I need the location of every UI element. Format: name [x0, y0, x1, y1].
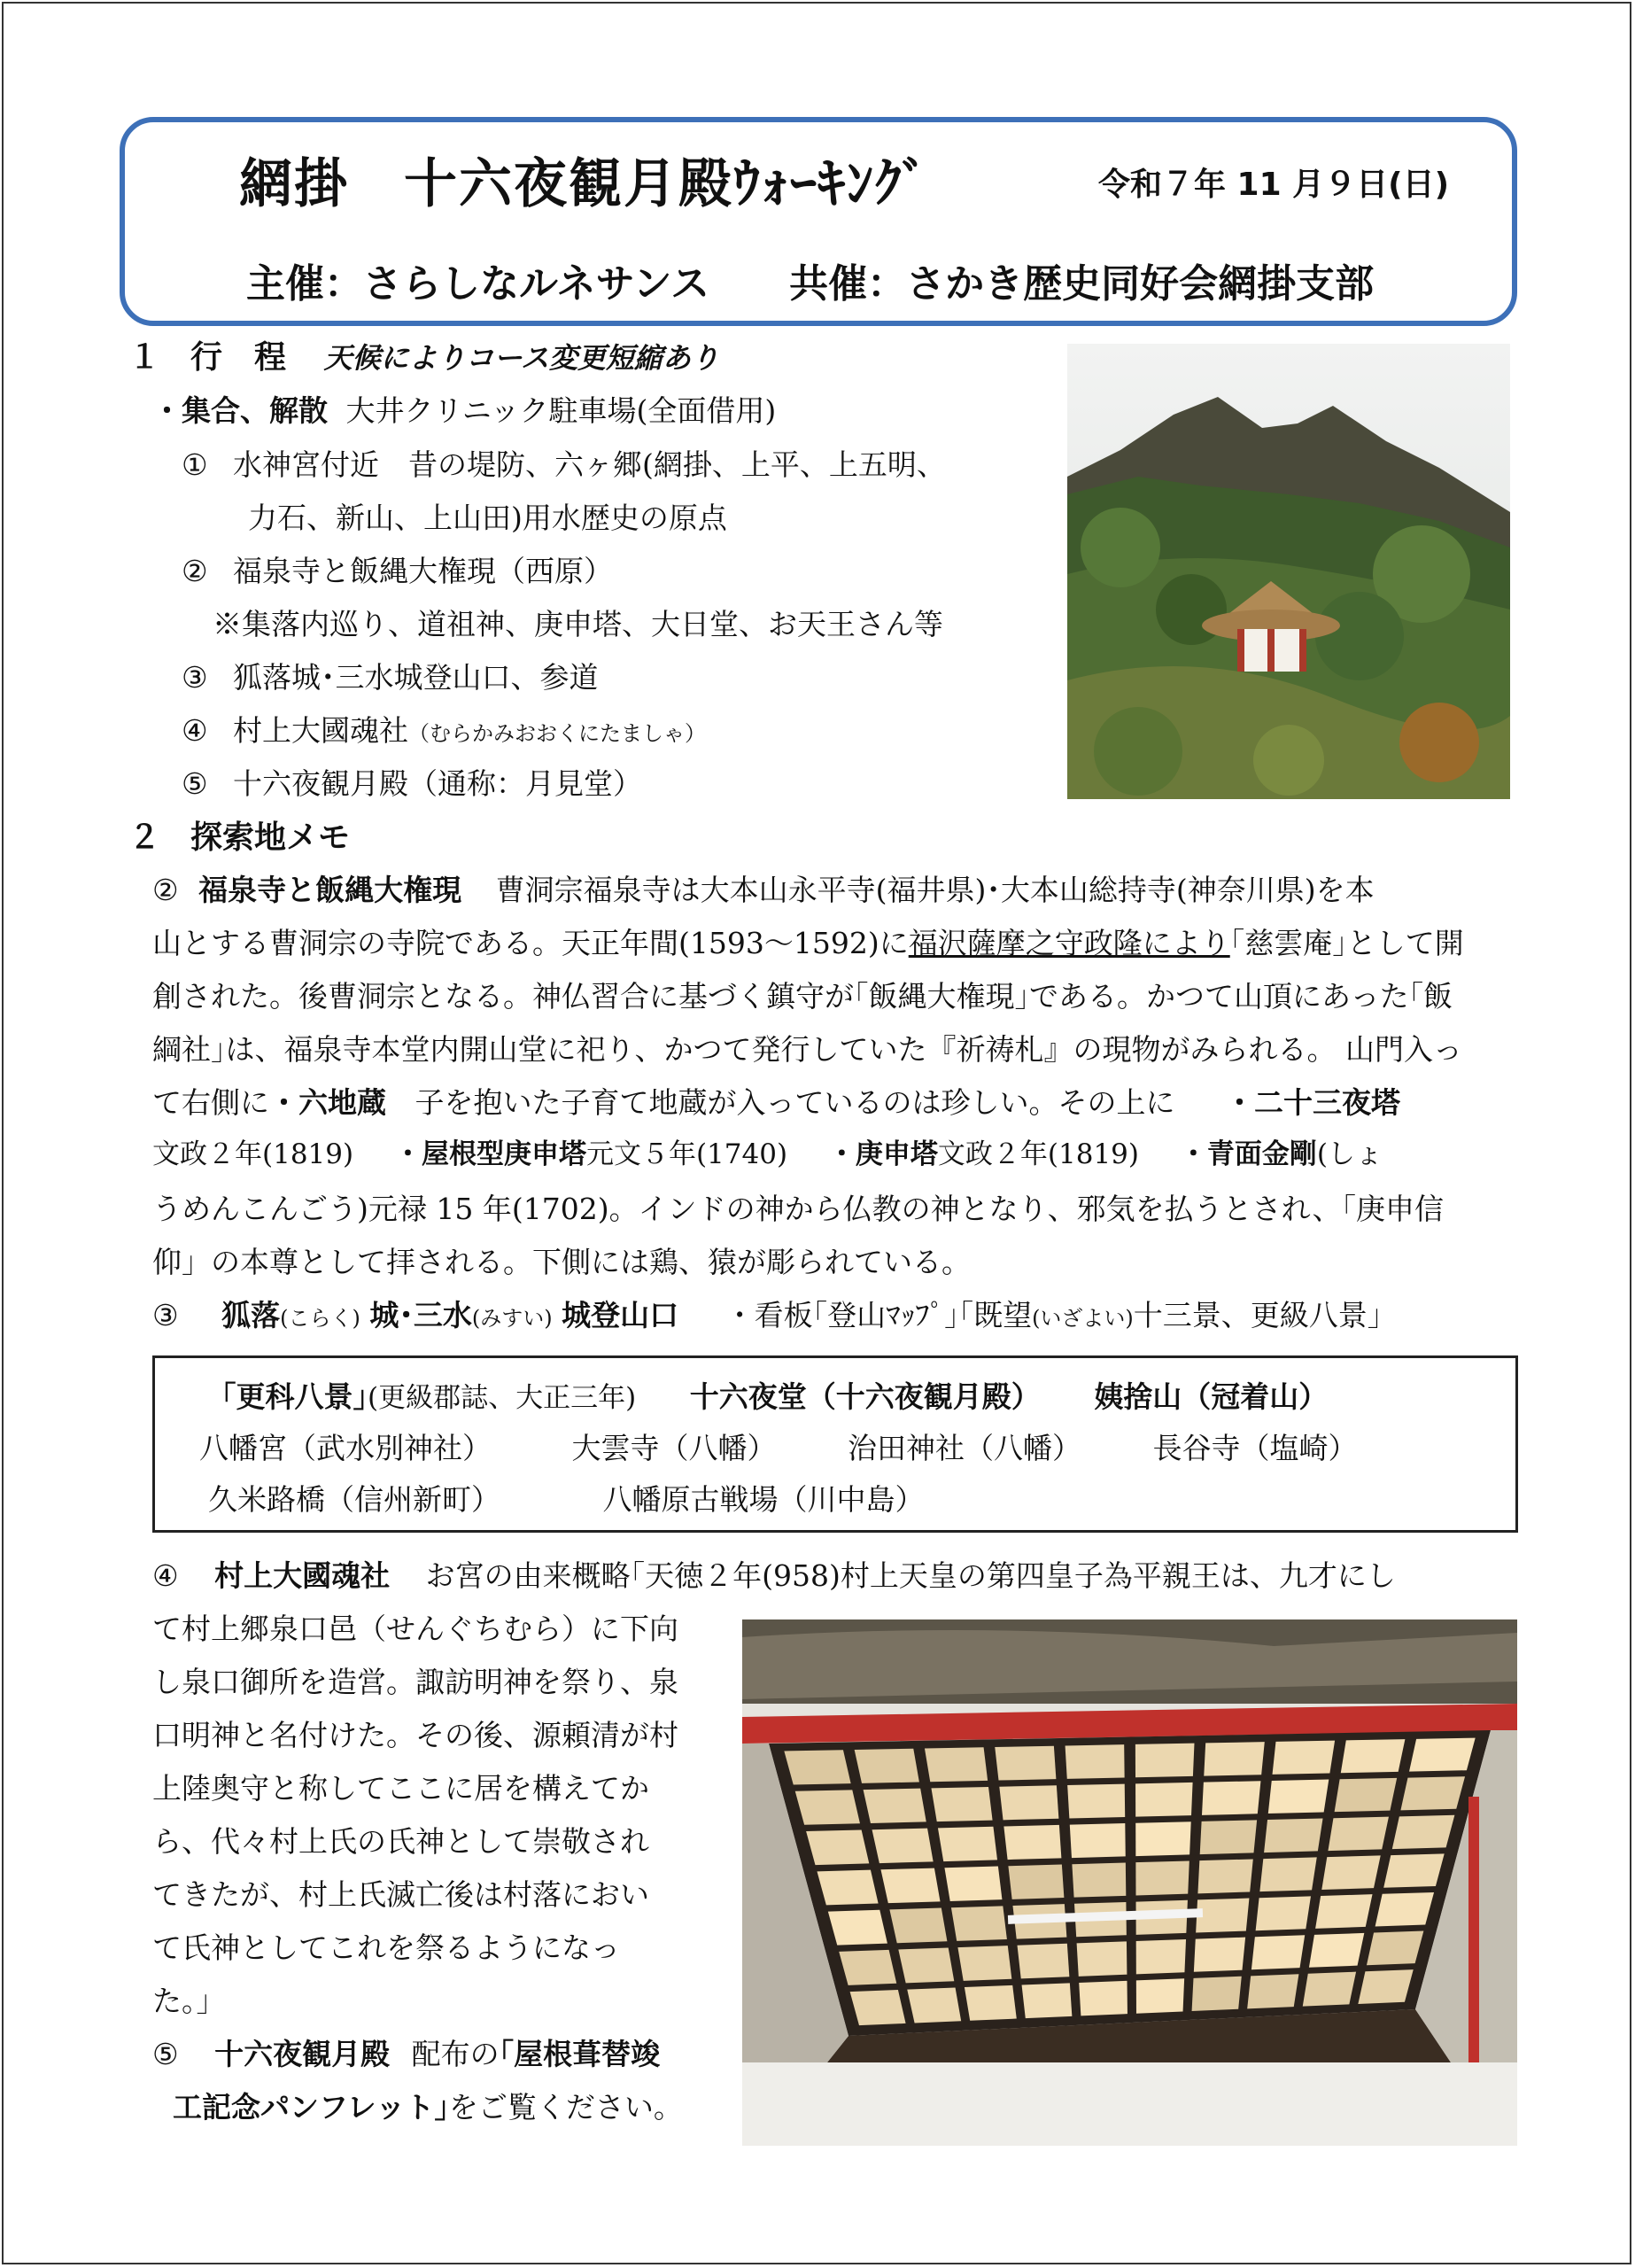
moonhall-line: 工記念パンフレット｣をご覧ください。 — [173, 2090, 683, 2124]
ceiling-plaque — [999, 1785, 1058, 1820]
ceiling-plaque — [1335, 1778, 1398, 1812]
ceiling-plaque — [1367, 1931, 1423, 1966]
shrine-line: てきたが、村上氏滅亡後は村落におい — [152, 1877, 649, 1912]
ceiling-plaque — [1192, 1977, 1242, 2011]
itinerary-item: 力石、新山、上山田)用水歴史の原点 — [248, 501, 727, 535]
ceiling-plaque — [795, 1790, 860, 1824]
ceiling-plaque — [1268, 1780, 1329, 1814]
shrine-line: た。｣ — [152, 1984, 211, 2018]
ceiling-plaque — [995, 1746, 1056, 1781]
ceiling-plaque — [784, 1750, 850, 1784]
ceiling-plaque — [1204, 1742, 1265, 1775]
organizer: 主催：さらしなルネサンス — [246, 261, 710, 307]
ceiling-plaque — [1341, 1739, 1406, 1773]
ceiling-plaque — [1273, 1741, 1336, 1775]
ceiling-plaque — [828, 1910, 887, 1946]
ceiling-plaque — [1135, 1783, 1193, 1817]
shrine-line: 口明神と名付けた。その後、源頼清が村 — [152, 1718, 678, 1752]
itinerary-note: 天候によりコース変更短縮あり — [323, 341, 719, 375]
page-title: 網掛 十六夜観月殿ｳｫｰｷﾝｸﾞ — [239, 153, 930, 215]
ceiling-plaque — [1067, 1784, 1125, 1819]
box-row: ｢更科八景｣(更級郡誌、大正三年) 十六夜堂（十六夜観月殿） 姨捨山（冠着山） — [221, 1379, 1329, 1414]
box-row: 八幡宮（武水別神社） 大雲寺（八幡） 治田神社（八幡） 長谷寺（塩崎） — [199, 1431, 1358, 1465]
ceiling-plaque — [1077, 1941, 1127, 1976]
ceiling-plaque — [889, 1908, 947, 1944]
ceiling-plaque — [839, 1950, 896, 1985]
memo-line: 仰」の本尊として拝される。下側には鶏、猿が彫られている。 — [152, 1245, 971, 1279]
ceiling-plaque — [1358, 1969, 1413, 2004]
memo-line: 山とする曹洞宗の寺院である。天正年間(1593～1592)に福沢薩摩之守政隆により｢慈雲庵｣として開 — [152, 926, 1464, 960]
ceiling-photo — [742, 1619, 1517, 2146]
ceiling-plaque — [1247, 1974, 1298, 2008]
ceiling-plaque — [806, 1829, 869, 1865]
ceiling-plaque — [1383, 1853, 1445, 1887]
ceiling-plaque — [1256, 1896, 1311, 1930]
section-1-heading: １ 行 程 天候によりコース変更短縮あり — [128, 339, 719, 376]
ceiling-plaque — [1328, 1817, 1389, 1851]
ceiling-plaque — [1375, 1892, 1434, 1927]
ceiling-plaque — [1392, 1815, 1455, 1849]
ceiling-plaque — [1070, 1823, 1126, 1858]
ceiling-plaque — [1079, 1981, 1127, 2016]
memo-line: 綱社｣は、福泉寺本堂内開山堂に祀り、かつて発行していた『祈祷札』の現物がみられる。 山門入っ — [152, 1032, 1462, 1067]
ceiling-plaque — [1264, 1818, 1322, 1852]
memo-line: うめんこんごう)元禄 15 年(1702)。インドの神から仏教の神となり、邪気を払うとされ、｢庚申信 — [152, 1192, 1445, 1226]
ceiling-plaque — [1135, 1821, 1191, 1856]
meeting-point: ・集合、解散 大井クリニック駐車場(全面借用) — [152, 393, 777, 428]
memo-paragraph: ③ 狐落(こらく) 城･三水(みすい) 城登山口 ・看板｢登山ﾏｯﾌﾟ｣｢既望(いざよい)十三景、更級八景｣ — [152, 1298, 1383, 1332]
ceiling-plaque — [880, 1868, 940, 1904]
ceiling-plaque — [938, 1827, 997, 1861]
ceiling-plaque — [1135, 1744, 1195, 1778]
ceiling-plaque — [965, 1985, 1017, 2021]
itinerary-item: ① 水神宮付近 昔の堤防、六ヶ郷(網掛、上平、上五明、 — [182, 447, 946, 482]
ceiling-plaque — [1321, 1855, 1380, 1890]
ceiling-plaque — [1072, 1863, 1126, 1898]
ceiling-plaque — [1202, 1781, 1260, 1815]
shrine-line: て村上郷泉口邑（せんぐちむら）に下向 — [152, 1612, 678, 1646]
ceiling-plaque — [1303, 1972, 1356, 2007]
itinerary-item: ※集落内巡り、道祖神、庚申塔、大日堂、お天王さん等 — [213, 607, 943, 641]
ceiling-plaque — [1251, 1935, 1305, 1969]
shrine-line: て氏神としてこれを祭るようになっ — [152, 1930, 620, 1965]
ceiling-plaque — [1008, 1865, 1064, 1899]
ceiling-plaque — [1309, 1933, 1364, 1968]
itinerary-item: ④ 村上大國魂社（むらかみおおくにたましゃ） — [182, 713, 706, 748]
ceiling-plaque — [1065, 1744, 1125, 1779]
ceiling-plaque — [1200, 1820, 1257, 1854]
ceiling-plaque — [1018, 1944, 1070, 1979]
ceiling-plaque — [1196, 1899, 1249, 1933]
ceiling-plaque — [957, 1946, 1011, 1981]
event-date: 令和７年 11 月９日(日) — [1098, 167, 1450, 203]
itinerary-item: ② 福泉寺と飯縄大権現（西原） — [182, 554, 613, 588]
ceiling-plaque — [898, 1947, 954, 1983]
itinerary-item: ⑤ 十六夜観月殿（通称：月見堂） — [182, 766, 642, 801]
ceiling-plaque — [1136, 1939, 1186, 1974]
ceiling-plaque — [1022, 1983, 1073, 2018]
memo-line: 文政２年(1819) ・屋根型庚申塔元文５年(1740) ・庚申塔文政２年(1819) ・青面金剛(しょ — [152, 1138, 1383, 1170]
ceiling-plaque — [850, 1990, 906, 2025]
shrine-line: ら、代々村上氏の氏神として崇敬され — [152, 1824, 649, 1859]
ceiling-plaque — [1003, 1825, 1061, 1860]
ceiling-plaque — [817, 1870, 878, 1906]
moon-hall-photo — [1067, 344, 1510, 799]
cohost: 共催：さかき歴史同好会網掛支部 — [789, 261, 1375, 307]
ceiling-plaque — [1259, 1857, 1316, 1891]
ceiling-plaque — [1136, 1978, 1184, 2013]
section-2-heading: ２ 探索地メモ — [128, 819, 351, 856]
ceiling-plaque — [864, 1789, 926, 1823]
ceiling-plaque — [907, 1987, 961, 2023]
shrine-paragraph: ④ 村上大國魂社 お宮の由来概略｢天徳２年(958)村上天皇の第四皇子為平親王は、九才にし — [152, 1558, 1396, 1593]
ceiling-plaque — [1194, 1938, 1245, 1972]
ceiling-plaque — [1409, 1738, 1476, 1772]
organizers — [246, 252, 1374, 308]
ceiling-plaque — [925, 1747, 988, 1782]
shrine-line: し泉口御所を造営。諏訪明神を祭り、泉 — [152, 1665, 678, 1699]
ceiling-plaque — [944, 1867, 1002, 1901]
ceiling-plaque — [1400, 1776, 1465, 1810]
ceiling-plaque — [1315, 1894, 1372, 1929]
memo-line: 創された。後曹洞宗となる。神仏習合に基づく鎮守が｢飯縄大権現｣である。かつて山頂にあった｢飯 — [152, 979, 1453, 1014]
ceiling-plaque — [951, 1906, 1007, 1941]
memo-line: て右側に・六地蔵 子を抱いた子育て地蔵が入っているのは珍しい。その上に ・二十三夜塔 — [152, 1085, 1400, 1120]
shrine-line: 上陸奥守と称してここに居を構えてか — [152, 1771, 649, 1806]
ceiling-plaque — [855, 1749, 919, 1783]
memo-paragraph: ② 福泉寺と飯縄大権現 曹洞宗福泉寺は大本山永平寺(福井県)･大本山総持寺(神奈川県)を本 — [152, 873, 1375, 907]
ceiling-plaque — [872, 1829, 934, 1863]
itinerary-item: ③ 狐落城･三水城登山口、参道 — [182, 660, 599, 695]
moonhall-paragraph: ⑤ 十六夜観月殿 配布の｢屋根葺替竣 — [152, 2037, 661, 2071]
box-row: 久米路橋（信州新町） 八幡原古戦場（川中島） — [208, 1482, 925, 1517]
ceiling-plaque — [1197, 1859, 1252, 1893]
ceiling-plaque — [1135, 1860, 1189, 1895]
ceiling-plaque — [931, 1787, 992, 1821]
